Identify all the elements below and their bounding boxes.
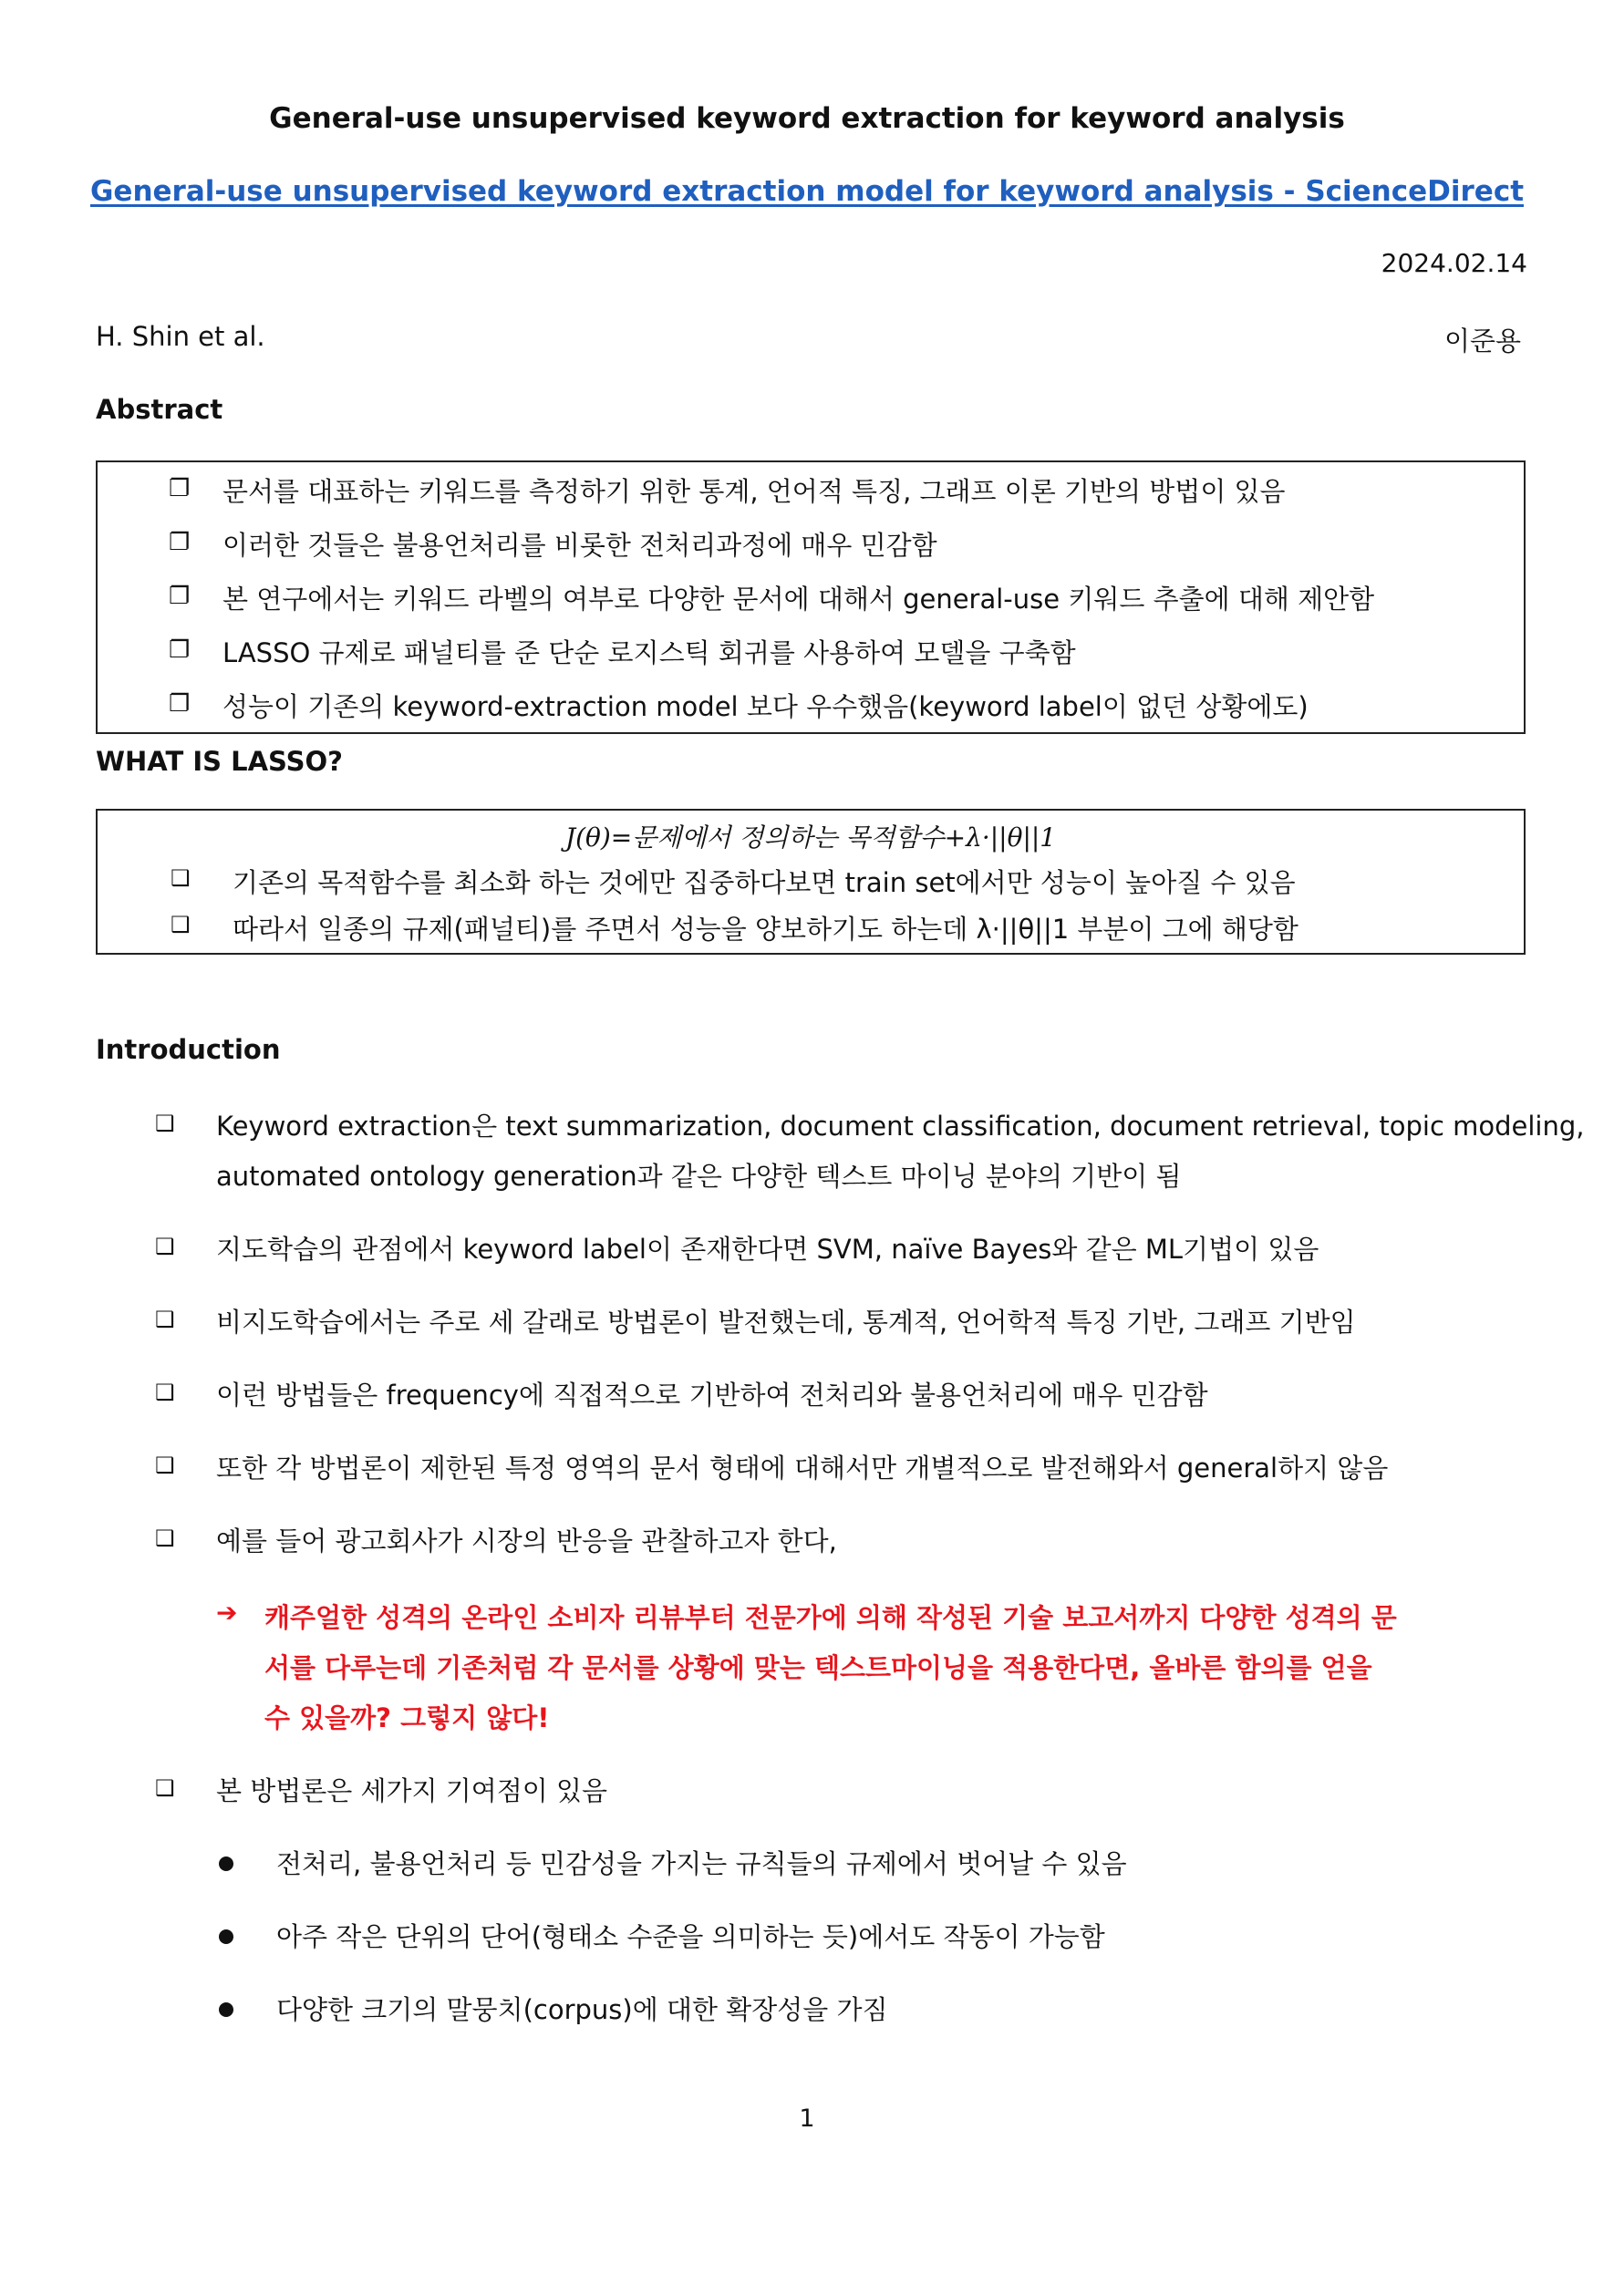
intro-item: 지도학습의 관점에서 keyword label이 존재한다면 SVM, naïve Bayes와 같은 ML기법이 있음 (216, 1234, 1319, 1265)
abstract-heading: Abstract (96, 394, 223, 425)
round-bullet-icon (219, 2002, 233, 2017)
page-number: 1 (799, 2105, 815, 2133)
intro-item-line: Keyword extraction은 text summarization, document classification, document retrieval, topic modeling, (216, 1111, 1585, 1142)
square-bullet-icon: ❑ (155, 1111, 175, 1136)
round-bullet-icon (219, 1856, 233, 1871)
emphasis-line: 수 있을까? 그렇지 않다! (264, 1702, 550, 1733)
intro-item: 비지도학습에서는 주로 세 갈래로 방법론이 발전했는데, 통계적, 언어학적 특징 기반, 그래프 기반임 (216, 1307, 1356, 1338)
hollow-square-bullet-icon: ❐ (169, 475, 191, 502)
lasso-formula: J(θ)=문제에서 정의하는 목적함수+λ·||θ||1 (564, 822, 1057, 853)
square-bullet-icon: ❑ (171, 865, 191, 891)
paper-author: H. Shin et al. (96, 321, 265, 352)
document-title: General-use unsupervised keyword extraction for keyword analysis (269, 102, 1345, 135)
lasso-item: 따라서 일종의 규제(패널티)를 주면서 성능을 양보하기도 하는데 λ·||θ||1 부분이 그에 해당함 (233, 914, 1298, 945)
intro-item: 예를 들어 광고회사가 시장의 반응을 관찰하고자 한다, (216, 1525, 837, 1557)
intro-item: 또한 각 방법론이 제한된 특정 영역의 문서 형태에 대해서만 개별적으로 발전해와서 general하지 않음 (216, 1453, 1389, 1484)
round-bullet-icon (219, 1929, 233, 1944)
square-bullet-icon: ❑ (155, 1234, 175, 1259)
emphasis-line: 캐주얼한 성격의 온라인 소비자 리뷰부터 전문가에 의해 작성된 기술 보고서까지 다양한 성격의 문 (264, 1602, 1397, 1633)
intro-item-line: automated ontology generation과 같은 다양한 텍스트 마이닝 분야의 기반이 됨 (216, 1161, 1182, 1192)
square-bullet-icon: ❑ (171, 912, 191, 937)
intro-item: 본 방법론은 세가지 기여점이 있음 (216, 1775, 608, 1806)
hollow-square-bullet-icon: ❐ (169, 636, 191, 664)
lasso-item: 기존의 목적함수를 최소화 하는 것에만 집중하다보면 train set에서만 성능이 높아질 수 있음 (233, 867, 1296, 898)
square-bullet-icon: ❑ (155, 1775, 175, 1801)
square-bullet-icon: ❑ (155, 1307, 175, 1332)
abstract-item: 이러한 것들은 불용언처리를 비롯한 전처리과정에 매우 민감함 (222, 530, 937, 561)
arrow-right-icon: ➔ (216, 1598, 238, 1628)
contribution-item: 아주 작은 단위의 단어(형태소 수준을 의미하는 듯)에서도 작동이 가능함 (276, 1921, 1105, 1952)
contribution-item: 다양한 크기의 말뭉치(corpus)에 대한 확장성을 가짐 (276, 1994, 888, 2025)
lasso-heading: WHAT IS LASSO? (96, 746, 343, 777)
document-date: 2024.02.14 (1381, 248, 1527, 278)
abstract-item: LASSO 규제로 패널티를 준 단순 로지스틱 회귀를 사용하여 모델을 구축함 (222, 637, 1076, 668)
square-bullet-icon: ❑ (155, 1525, 175, 1551)
abstract-item: 본 연구에서는 키워드 라벨의 여부로 다양한 문서에 대해서 general-use 키워드 추출에 대해 제안함 (222, 584, 1375, 615)
hollow-square-bullet-icon: ❐ (169, 529, 191, 556)
abstract-box (96, 460, 1526, 734)
introduction-heading: Introduction (96, 1034, 281, 1065)
abstract-item: 문서를 대표하는 키워드를 측정하기 위한 통계, 언어적 특징, 그래프 이론 기반의 방법이 있음 (222, 476, 1286, 507)
intro-item: 이런 방법들은 frequency에 직접적으로 기반하여 전처리와 불용언처리에 매우 민감함 (216, 1380, 1208, 1411)
hollow-square-bullet-icon: ❐ (169, 690, 191, 718)
contribution-item: 전처리, 불용언처리 등 민감성을 가지는 규칙들의 규제에서 벗어날 수 있음 (276, 1848, 1127, 1879)
square-bullet-icon: ❑ (155, 1453, 175, 1478)
paper-link[interactable]: General-use unsupervised keyword extraction model for keyword analysis - ScienceDirect (89, 175, 1525, 208)
emphasis-line: 서를 다루는데 기존처럼 각 문서를 상황에 맞는 텍스트마이닝을 적용한다면, 올바른 함의를 얻을 (264, 1652, 1372, 1683)
square-bullet-icon: ❑ (155, 1380, 175, 1405)
lasso-box (96, 809, 1526, 955)
presenter-name: 이준용 (1443, 326, 1521, 357)
abstract-item: 성능이 기존의 keyword-extraction model 보다 우수했음(keyword label이 없던 상황에도) (222, 691, 1309, 722)
hollow-square-bullet-icon: ❐ (169, 583, 191, 610)
